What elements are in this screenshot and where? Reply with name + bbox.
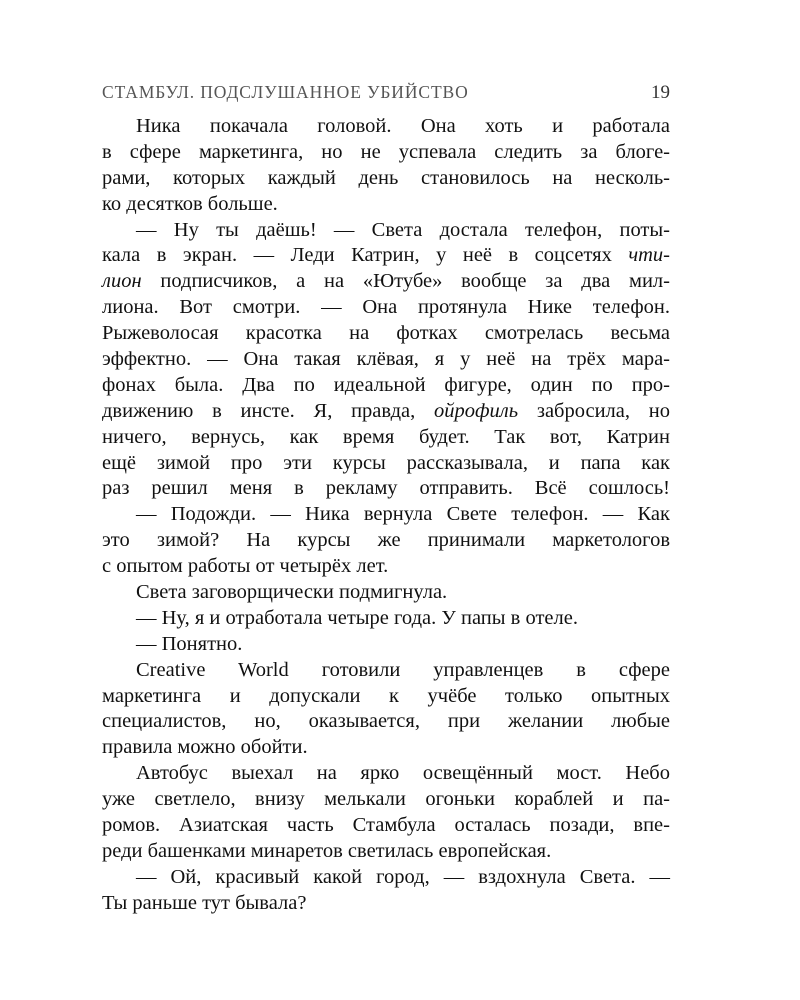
text-fragment: рами, которых каждый день становилось на несколь- [102,166,670,189]
text-fragment: эффектно. — Она такая клёвая, я у неё на трёх мара- [102,348,670,371]
text-line [102,476,670,502]
text-line [102,321,670,347]
text-line [102,839,670,865]
text-line [102,425,670,451]
text-fragment: ромов. Азиатская часть Стамбула осталась позади, впе- [102,814,670,837]
text-line [102,684,670,710]
page-number: 19 [651,82,670,103]
text-line [102,865,670,891]
text-fragment: специалистов, но, оказывается, при желании любые [102,710,670,733]
text-fragment: в сфере маркетинга, но не успевала следить за блоге- [102,140,670,163]
text-line [102,502,670,528]
text-line [102,761,670,787]
text-fragment: — Понятно. [136,632,243,655]
text-fragment: Автобус выехал на ярко освещённый мост. Небо [136,762,670,785]
text-fragment: кала в экран. — Леди Катрин, у неё в соцсетях [102,244,629,267]
text-line [102,114,670,140]
text-line [102,295,670,321]
text-line [102,192,670,218]
running-head-title: СТАМБУЛ. ПОДСЛУШАННОЕ УБИЙСТВО [102,82,469,102]
text-line [102,399,670,425]
text-line [102,451,670,477]
text-fragment: раз решил меня в рекламу отправить. Всё сошлось! [102,477,670,500]
body-text [102,114,670,917]
text-line [102,606,670,632]
text-fragment: Света заговорщически подмигнула. [136,581,448,604]
text-fragment: ко десятков больше. [102,192,278,215]
text-fragment: движению в инсте. Я, правда, [102,399,434,422]
text-line [102,891,670,917]
text-fragment: Рыжеволосая красотка на фотках смотрелась весьма [102,322,670,345]
text-fragment: правила можно обойти. [102,736,308,759]
text-fragment: маркетинга и допускали к учёбе только опытных [102,684,670,707]
text-line [102,632,670,658]
text-fragment: — Ой, красивый какой город, — вздохнула Света. — [136,865,670,888]
text-line [102,658,670,684]
text-fragment: ещё зимой про эти курсы рассказывала, и папа как [102,451,670,474]
text-fragment: Creative World готовили управленцев в сфере [136,658,670,681]
text-line [102,243,670,269]
text-fragment: ничего, вернусь, как время будет. Так вот, Катрин [102,425,670,448]
text-line [102,554,670,580]
text-fragment: фонах была. Два по идеальной фигуре, один по про- [102,373,670,396]
text-line [102,528,670,554]
book-page [102,0,670,1000]
text-line [102,580,670,606]
text-fragment: Ты раньше тут бывала? [102,891,307,914]
text-line [102,347,670,373]
text-line [102,218,670,244]
text-fragment: лиона. Вот смотри. — Она протянула Нике телефон. [102,296,670,319]
text-fragment: с опытом работы от четырёх лет. [102,555,389,578]
text-line [102,813,670,839]
text-line [102,373,670,399]
text-fragment: — Ну, я и отработала четыре года. У папы в отеле. [136,606,578,629]
text-fragment: это зимой? На курсы же принимали маркетологов [102,529,670,552]
text-line [102,269,670,295]
text-line [102,709,670,735]
italic-word: ойрофиль [434,399,519,422]
text-line [102,735,670,761]
text-fragment: подписчиков, а на «Ютубе» вообще за два мил- [141,270,670,293]
text-line [102,166,670,192]
italic-word: лион [102,270,142,293]
text-line [102,140,670,166]
text-fragment: реди башенками минаретов светилась европейская. [102,839,552,862]
italic-word: чти- [628,244,670,267]
text-fragment: — Подожди. — Ника вернула Свете телефон. — Как [136,503,670,526]
running-head [102,82,670,104]
text-fragment: Ника покачала головой. Она хоть и работала [136,115,670,137]
text-fragment: забросила, но [518,399,670,422]
text-fragment: — Ну ты даёшь! — Света достала телефон, поты- [136,218,670,241]
text-fragment: уже светлело, внизу мелькали огоньки кораблей и па- [102,788,670,811]
text-line [102,787,670,813]
